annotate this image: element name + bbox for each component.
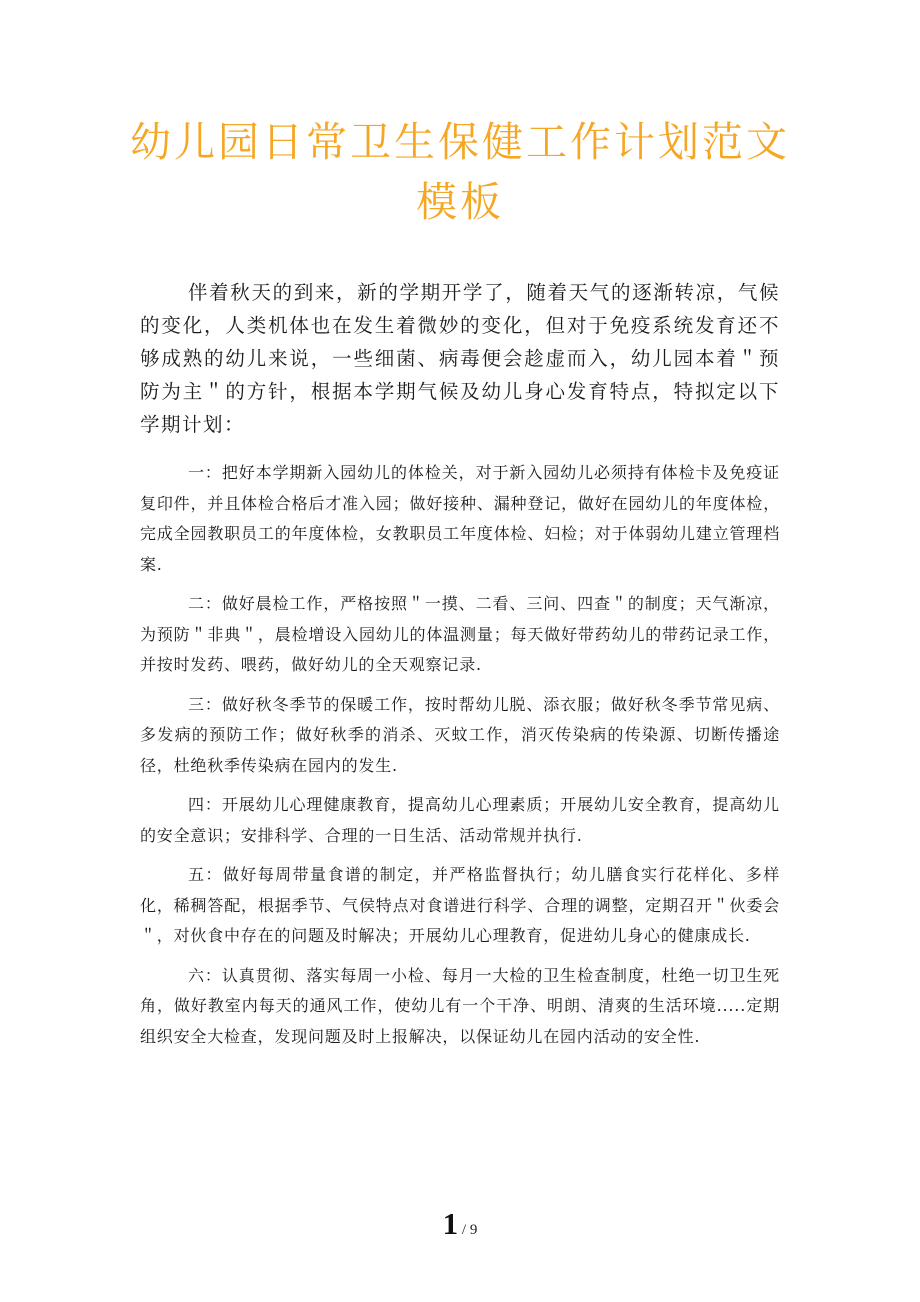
intro-paragraph: 伴着秋天的到来，新的学期开学了，随着天气的逐渐转凉，气候的变化，人类机体也在发生着微妙的变化，但对于免疫系统发育还不够成熟的幼儿来说，一些细菌、病毒便会趁虚而入，幼儿园本着＂预防为主＂的方针，根据本学期气候及幼儿身心发育特点，特拟定以下学期计划： bbox=[140, 281, 780, 436]
plan-item-1: 一：把好本学期新入园幼儿的体检关，对于新入园幼儿必须持有体检卡及免疫证复印件，并且体检合格后才准入园；做好接种、漏种登记，做好在园幼儿的年度体检，完成全园教职员工的年度体检，女教职员工年度体检、妇检；对于体弱幼儿建立管理档案. bbox=[140, 463, 780, 574]
page-footer bbox=[0, 1206, 920, 1242]
plan-item-3: 三：做好秋冬季节的保暖工作，按时帮幼儿脱、添衣服；做好秋冬季节常见病、多发病的预防工作；做好秋季的消杀、灭蚊工作，消灭传染病的传染源、切断传播途径，杜绝秋季传染病在园内的发生. bbox=[140, 694, 780, 775]
title-line-1: 幼儿园日常卫生保健工作计划范文 bbox=[130, 118, 790, 166]
title-line-2: 模板 bbox=[416, 178, 504, 226]
page-number: 1 bbox=[442, 1206, 459, 1241]
plan-item-5: 五：做好每周带量食谱的制定，并严格监督执行；幼儿膳食实行花样化、多样化，稀稠答配，根据季节、气侯特点对食谱进行科学、合理的调整，定期召开＂伙委会＂，对伙食中存在的问题及时解决；开展幼儿心理教育，促进幼儿身心的健康成长. bbox=[140, 865, 780, 945]
plan-items bbox=[140, 458, 780, 1061]
plan-item-4: 四：开展幼儿心理健康教育，提高幼儿心理素质；开展幼儿安全教育，提高幼儿的安全意识；安排科学、合理的一日生活、活动常规并执行. bbox=[140, 795, 780, 845]
plan-item-2: 二：做好晨检工作，严格按照＂一摸、二看、三问、四查＂的制度；天气渐凉，为预防＂非典＂，晨检增设入园幼儿的体温测量；每天做好带药幼儿的带药记录工作，并按时发药、喂药，做好幼儿的全天观察记录. bbox=[140, 594, 780, 674]
page-title bbox=[100, 112, 820, 232]
page-total: / 9 bbox=[458, 1222, 478, 1238]
plan-item-6: 六：认真贯彻、落实每周一小检、每月一大检的卫生检查制度，杜绝一切卫生死角，做好教室内每天的通风工作，使幼儿有一个干净、明朗、清爽的生活环境.....定期组织安全大检查，发现问题及时上报解决，以保证幼儿在园内活动的安全性. bbox=[140, 965, 780, 1046]
